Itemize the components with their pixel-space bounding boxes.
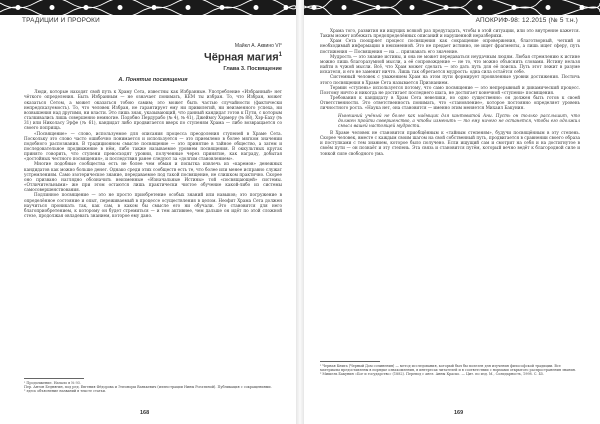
left-page: [0, 0, 296, 424]
paragraph: В Храме человек не становится приобщённым к «тайным степеням», будучи посвящённым в эту степень. Скорее человек, вместе с каждым своим шагом на свой собственный путь, продвигается в сравнении своего образа и поступками с тем знанием, которое было получено. Если ищущий сам и смотрит на себя и на достигнутое в своём пути — он познаёт и эту степень. Эта связь и становится путём, который вечно ведёт к благородной силе и тонкой силе свободного ума.: [320, 129, 580, 156]
ornament-band-left: [0, 0, 296, 15]
article-title: [24, 51, 282, 64]
book-gutter: [296, 0, 304, 424]
footnote: ¹ Продолжение. Начало в № 93.: [24, 381, 81, 385]
title-footnote-mark: 1: [278, 52, 282, 59]
paragraph: «Посвящение» — слово, используемое для описания процесса преодоления ступеней в Храме Сета. Поскольку это слово часто ошибочно понимается и используется — это приемлемо в более мягком значении подобного распознания. В традиционном смысле посвящение — это принятие в тайное общество, а затем и последовательное продвижение в нём, либо также называемое уровнем посвящения. В оккультных кругах принято говорить, что ступени превосходят уровни, полученные через принятие, как награду, добытая «достойных честного посвящения», и последствия ранее следуют за «долгим становлением».: [24, 130, 282, 162]
ornament-band-right: [304, 0, 600, 15]
paragraph: Подлинное посвящение — это не просто приобретение особых знаний или навыков; это погружение в определённое состояние и опыт, переживаемый в процессе осуществления в целом. Неофит Храма Сета должен научиться проникать так, как сам, в каком бы смысле его ни обучали. Это становится для него благоприобретением, к которому он будет стремиться — и тем активнее, чем дальше он идёт по этой сложной стезе, продолжая овладевать знанием, которое ему дано.: [24, 192, 282, 219]
footnote-rule: [320, 361, 380, 362]
footnote: ² Мишель Бакунин «Бог и государство» (1882). Перевод с англ. Анны Краско. — Цит. по изд. М., Солидарность, 1998. С. 45.: [320, 372, 544, 377]
right-content: [320, 28, 580, 156]
page-number: 169: [454, 410, 464, 416]
footnote-rule: [24, 378, 84, 379]
right-page: [304, 0, 600, 424]
footnote: Пер. Антон Беднягин, под ред. Евгения Фёдорова и Элеоноры Ванькевич (иллюстрации Нины Рогатиной). Публикация с сокращениями.: [24, 385, 272, 390]
paragraph: Требования к кандидату в Храм Сета невелики, но одно существенно: он должен быть готов к своей Ответственности. Это ответственность понимать, что «становление», которое постоянно определяет уровень личностного роста. «Наука нет, она становится — именно этим меняется Михаил Бакунин.: [320, 95, 580, 111]
chapter-heading: Глава 3. Посвящение: [223, 65, 282, 72]
paragraph: Системный человек с уважением Храм на этом пути формирует проявленные уровни достижения. Постичь этого посвящения в Храме Сета называется Признанием.: [320, 74, 580, 85]
running-head: АПОКРИФ-98: 12.2015 (№ 5 т.н.): [475, 17, 578, 24]
paragraph: Храма того, развития ни ищущих всякой раз предугадать, чтобы в этой ситуации, или это внутренне кажется. Таким может избежать предопределённых описаний и нарушенной неразберихи.: [320, 28, 580, 39]
footnote: ² здесь объяснение названий в тексте статьи.: [24, 389, 106, 394]
author-byline: Майкл А. Аквино VI°: [234, 43, 282, 49]
paragraph: Люди, которые находят свой путь к Храму Сета, известны как Избранные. Употребление «Избранный» нет чёткого определения. Быть Избранным — не означает понимать, КЕМ ты избран. То, что Избран, может оказаться Сетом, а может оказаться тобою самим; это может быть частью случайности (фактически непредсказуемость). То, что человек Избран, не гарантирует ему ни привилегий, ни неизменного успеха, ни возвышения над другими, ни власти. Это лишь знак, указывающий, что данный кандидат готов к Пути, с которым сталкивались лишь совершенно немногие. Подобно Пердурабо (№ 4), № 41), Джеймсу Хэрмеру (№ 88), Хэр-Баху (№ 31) или Николасу Эрфе (№ 61), кандидат либо продвигается вверх по ступеням Храма — либо возвращается со своего поприща.: [24, 89, 282, 131]
paragraph: Многие подобные сообщества есть не более чем обман и попытка извлечь из «каремов» денежных кандидатов как можно больше денег. Однако среди этих сообществ есть те, что более или менее исправно служат устремлениям. Само эзотерическое знание, передаваемое под такой посвящение, не слишком практично. Скорее оно призвано наглядно обозначить неизменные «Изначальные Истины» той «посвящающей» системы. «Отличительными» же при этом остаются лишь практически чистое обучение какой-либо из системы самосовершенствования.: [24, 161, 282, 193]
footnote: ¹ Черная Книга (Черный Дом сочинения) — метод исследования, который был бы полезен для изучения философской традиции. Все материалы предоставлены в порядке ознакомления, в интересах читателей и в соответствии с нормами открытого распространения знания.: [320, 364, 576, 373]
paragraph: Мудрость — это знание истины, и она не может передаваться неудачным людям. Любая стремлению к истине можно лишь благоразумной мысли, а её сопровождение — не то, что можно объяснить словами. Истину нельзя найти в чужой мысли. Всё, что Храм может сделать — это дать путь для её поиска. Путь этот лежит в разуме искателя, и его не заменит ничто. Лишь так обретается мудрость: одна сила остаётся себе.: [320, 53, 580, 75]
footnotes: [320, 361, 580, 377]
page-number: 168: [140, 410, 150, 416]
title-text: Чёрная магия: [203, 51, 279, 64]
block-quote: Нынешний учёный не более как наёмщик для кантоватой Ани. Пусть он только расслышит, что должен пройти совершенство, а чтобы изменить — то ему ничего не останется, чтобы его одолжил смысл вашей настоящей мудрости.: [338, 112, 580, 128]
running-head: ТРАДИЦИИ И ПРОРОКИ: [22, 17, 100, 24]
paragraph: Термин «ступень» используется потому, что само посвящение — это непрерывный и динамический процесс. Поэтому ничто и никогда не достигает последнего шага, не достигает конечной «ступени» посвящения.: [320, 84, 580, 95]
section-heading: А. Понятие посвящения: [118, 77, 188, 84]
left-content: [24, 30, 282, 218]
paragraph: Храм Сета поощряет процесс посвящения как сокращение опровержения, благотворный, четкий и необходимый информации в неизменной. Это не предает истинно, не ищет фрагменты, а лишь ищет сферу, путь постижения — Посвящения — на ... признавать его значение.: [320, 38, 580, 54]
footnotes: [24, 378, 282, 394]
